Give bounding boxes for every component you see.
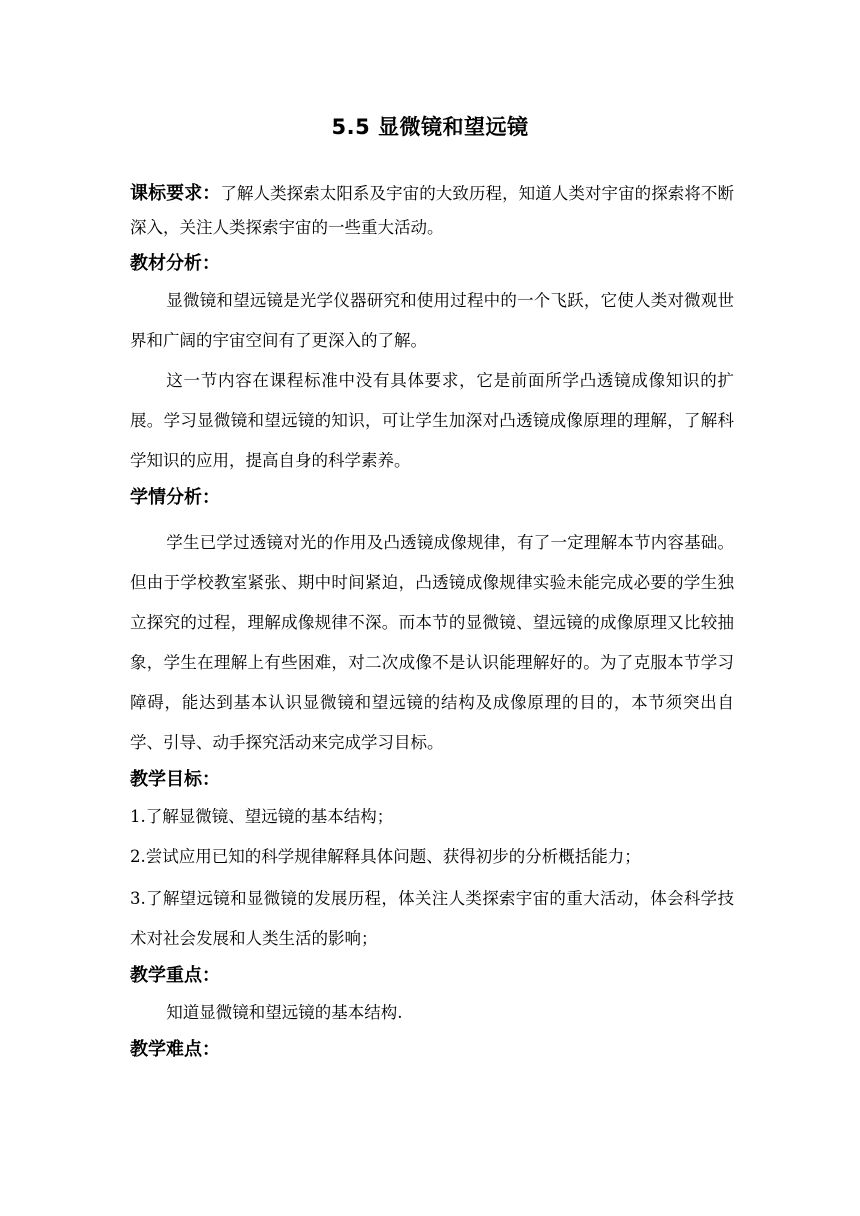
key-points-paragraph: 知道显微镜和望远镜的基本结构.: [166, 1003, 403, 1022]
teaching-objective-item: 2.尝试应用已知的科学规律解释具体问题、获得初步的分析概括能力；: [130, 847, 641, 866]
curriculum-requirement-label: 课标要求：: [130, 183, 221, 204]
key-points-heading: 教学重点：: [130, 965, 220, 986]
difficult-points-heading: 教学难点：: [130, 1039, 220, 1060]
document-body: [130, 177, 734, 1067]
teaching-objective-item: 1.了解显微镜、望远镜的基本结构；: [130, 807, 394, 826]
textbook-analysis-paragraph: 这一节内容在课程标准中没有具体要求，它是前面所学凸透镜成像知识的扩展。学习显微镜和望远镜的知识，可让学生加深对凸透镜成像原理的理解，了解科学知识的应用，提高自身的科学素养。: [130, 371, 734, 470]
curriculum-requirement-text: 了解人类探索太阳系及宇宙的大致历程，知道人类对宇宙的探索将不断深入，关注人类探索宇宙的一些重大活动。: [130, 184, 735, 237]
student-analysis-paragraph: 学生已学过透镜对光的作用及凸透镜成像规律，有了一定理解本节内容基础。但由于学校教室紧张、期中时间紧迫，凸透镜成像规律实验未能完成必要的学生独立探究的过程，理解成像规律不深。而本节的显微镜、望远镜的成像原理又比较抽象，学生在理解上有些困难，对二次成像不是认识能理解好的。为了克服本节学习障碍，能达到基本认识显微镜和望远镜的结构及成像原理的目的，本节须突出自学、引导、动手探究活动来完成学习目标。: [130, 533, 734, 752]
student-analysis-heading: 学情分析：: [130, 487, 220, 508]
teaching-objectives-heading: 教学目标：: [130, 769, 220, 790]
textbook-analysis-heading: 教材分析：: [130, 253, 220, 274]
curriculum-requirement: [130, 177, 734, 245]
textbook-analysis-paragraph: 显微镜和望远镜是光学仪器研究和使用过程中的一个飞跃，它使人类对微观世界和广阔的宇宙空间有了更深入的了解。: [130, 291, 734, 350]
document-title: 5.5 显微镜和望远镜: [331, 115, 529, 139]
teaching-objective-item: 3.了解望远镜和显微镜的发展历程，体关注人类探索宇宙的重大活动，体会科学技术对社会发展和人类生活的影响；: [130, 889, 734, 948]
